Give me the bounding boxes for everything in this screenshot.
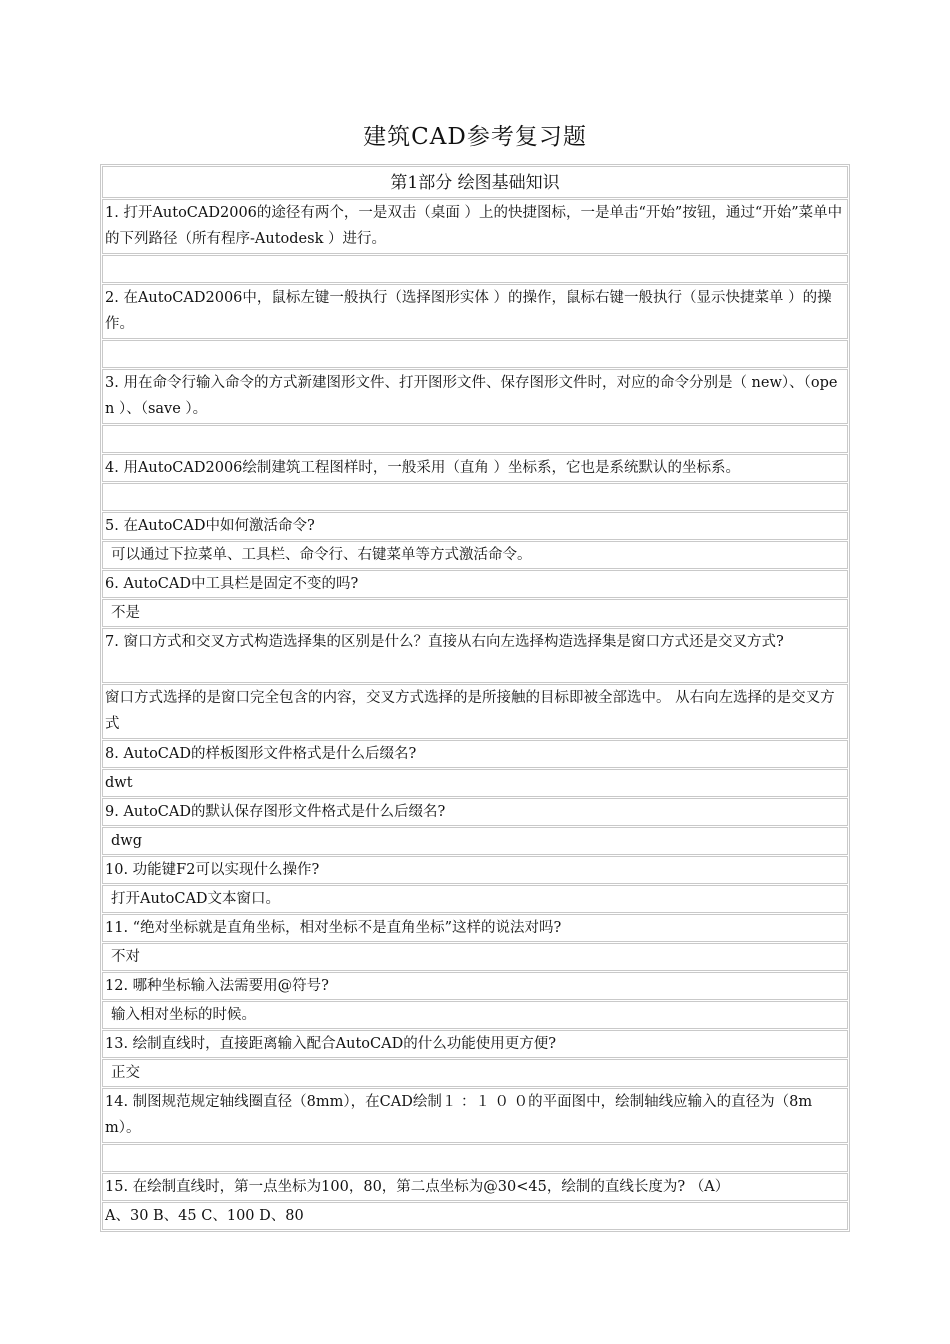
qa-rows — [102, 199, 848, 1230]
table-row: 4. 用AutoCAD2006绘制建筑工程图样时，一般采用（直角 ）坐标系，它也是系统默认的坐标系。 — [102, 454, 848, 482]
empty-row — [102, 425, 848, 453]
table-row: A、30 B、45 C、100 D、80 — [102, 1202, 848, 1230]
table-row: 7. 窗口方式和交叉方式构造选择集的区别是什么？直接从右向左选择构造选择集是窗口方式还是交叉方式? — [102, 628, 848, 683]
table-row: 1. 打开AutoCAD2006的途径有两个，一是双击（桌面 ）上的快捷图标，一是单击“开始”按钮，通过“开始”菜单中的下列路径（所有程序-Autodesk ）进行。 — [102, 199, 848, 254]
table-row: 13. 绘制直线时，直接距离输入配合AutoCAD的什么功能使用更方便? — [102, 1030, 848, 1058]
table-row: 8. AutoCAD的样板图形文件格式是什么后缀名? — [102, 740, 848, 768]
table-row: 输入相对坐标的时候。 — [102, 1001, 848, 1029]
table-row: 不是 — [102, 599, 848, 627]
table-row: 14. 制图规范规定轴线圈直径（8mm），在CAD绘制１ ：１ ０ ０的平面图中，绘制轴线应输入的直径为（8mm）。 — [102, 1088, 848, 1143]
empty-row — [102, 340, 848, 368]
table-row: 窗口方式选择的是窗口完全包含的内容，交叉方式选择的是所接触的目标即被全部选中。 从右向左选择的是交叉方式 — [102, 684, 848, 739]
table-row: 3. 用在命令行输入命令的方式新建图形文件、打开图形文件、保存图形文件时，对应的命令分别是（ new）、（open ）、（save ）。 — [102, 369, 848, 424]
table-row: 6. AutoCAD中工具栏是固定不变的吗? — [102, 570, 848, 598]
table-row: 9. AutoCAD的默认保存图形文件格式是什么后缀名? — [102, 798, 848, 826]
table-row: 正交 — [102, 1059, 848, 1087]
table-row: 10. 功能键F2可以实现什么操作? — [102, 856, 848, 884]
table-row: 不对 — [102, 943, 848, 971]
empty-row — [102, 255, 848, 283]
section-heading: 第1部分 绘图基础知识 — [102, 166, 848, 198]
table-row: dwg — [102, 827, 848, 855]
qa-table — [100, 164, 850, 1232]
table-row: 可以通过下拉菜单、工具栏、命令行、右键菜单等方式激活命令。 — [102, 541, 848, 569]
document-title: 建筑CAD参考复习题 — [363, 124, 587, 150]
table-row: 2. 在AutoCAD2006中，鼠标左键一般执行（选择图形实体 ）的操作，鼠标右键一般执行（显示快捷菜单 ）的操作。 — [102, 284, 848, 339]
empty-row — [102, 483, 848, 511]
table-row: 5. 在AutoCAD中如何激活命令? — [102, 512, 848, 540]
table-row: 12. 哪种坐标输入法需要用@符号? — [102, 972, 848, 1000]
table-row: 11. “绝对坐标就是直角坐标，相对坐标不是直角坐标”这样的说法对吗? — [102, 914, 848, 942]
table-row: dwt — [102, 769, 848, 797]
empty-row — [102, 1144, 848, 1172]
table-row: 打开AutoCAD文本窗口。 — [102, 885, 848, 913]
table-row: 15. 在绘制直线时，第一点坐标为100，80，第二点坐标为@30<45，绘制的直线长度为? （A） — [102, 1173, 848, 1201]
